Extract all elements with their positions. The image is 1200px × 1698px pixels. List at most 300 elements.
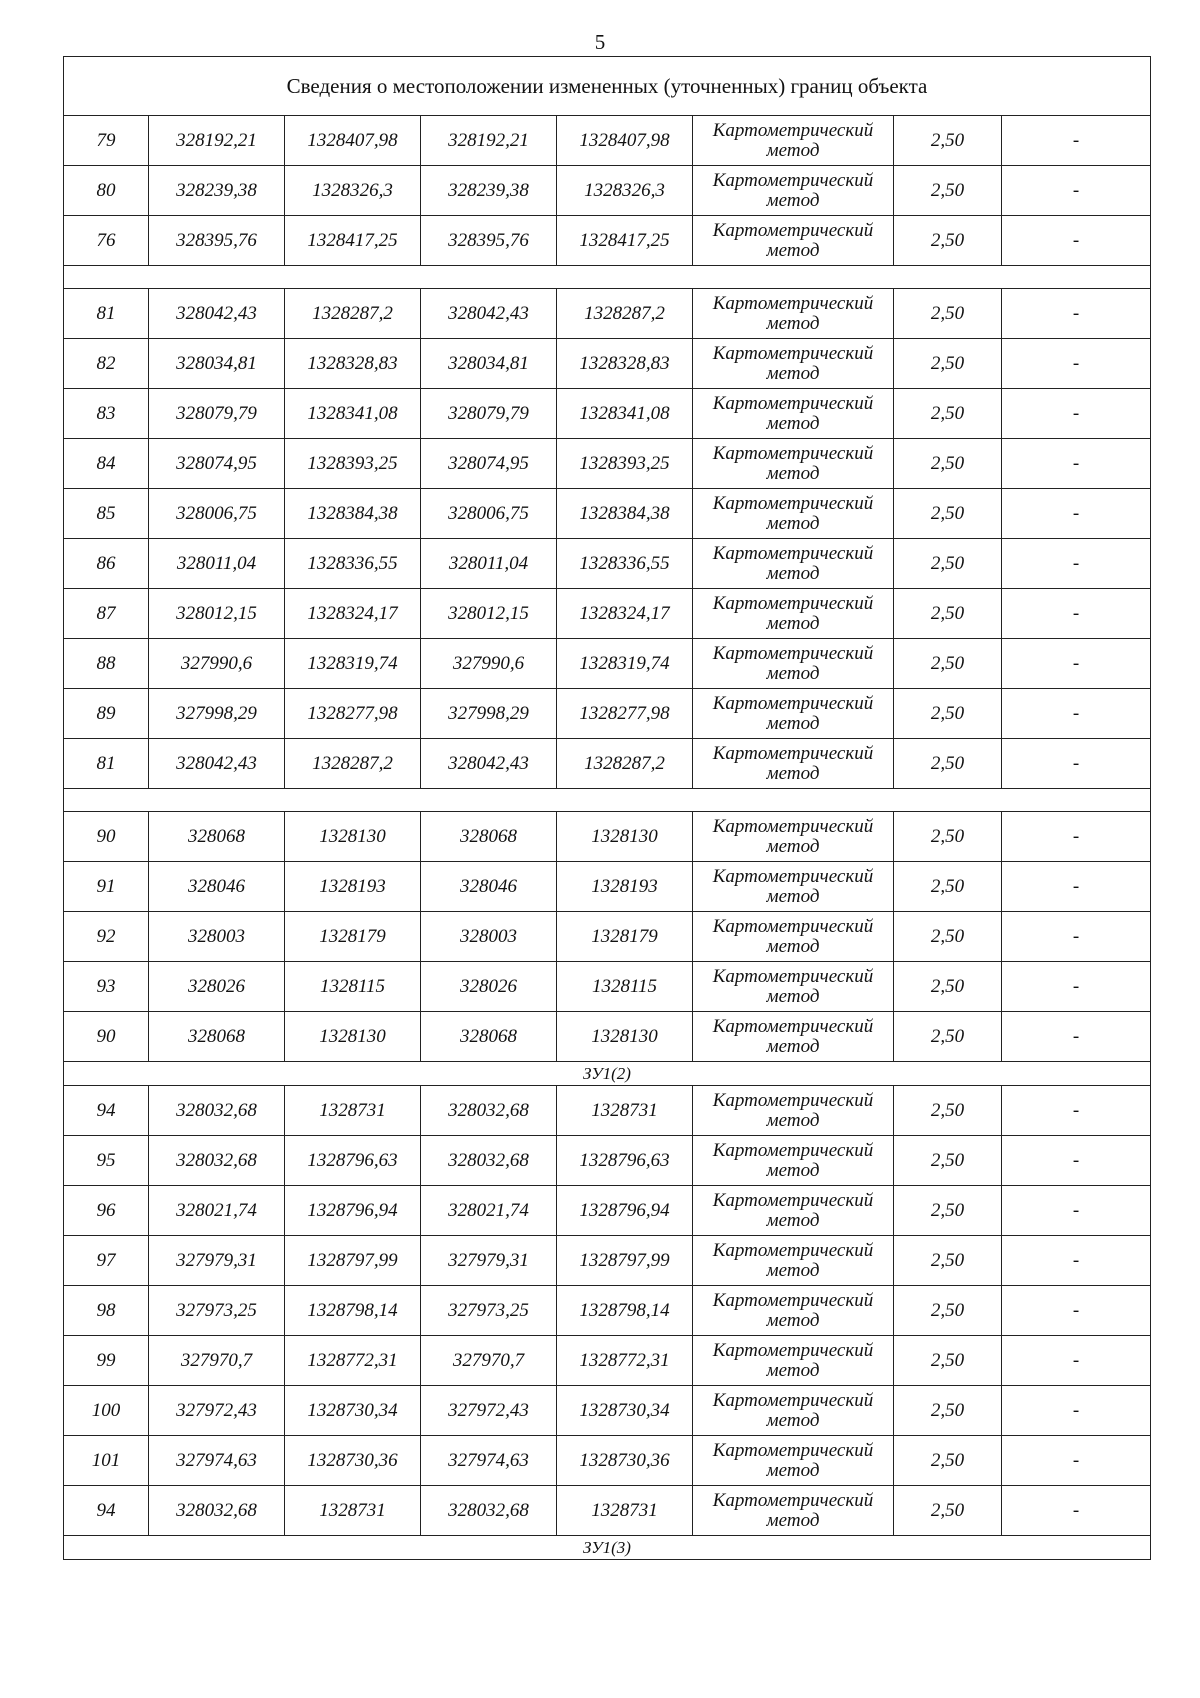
description-cell: - bbox=[1002, 1012, 1151, 1062]
refined-y-cell: 1328326,3 bbox=[557, 166, 693, 216]
method-line-2: метод bbox=[766, 139, 820, 161]
description-cell: - bbox=[1002, 1386, 1151, 1436]
method-line-2: метод bbox=[766, 1459, 820, 1481]
existing-y-cell: 1328319,74 bbox=[285, 639, 421, 689]
refined-y-cell: 1328798,14 bbox=[557, 1286, 693, 1336]
existing-x-cell: 328074,95 bbox=[149, 439, 285, 489]
refined-y-cell: 1328193 bbox=[557, 862, 693, 912]
description-cell: - bbox=[1002, 166, 1151, 216]
existing-y-cell: 1328393,25 bbox=[285, 439, 421, 489]
accuracy-cell: 2,50 bbox=[894, 639, 1002, 689]
section-gap bbox=[64, 789, 1151, 812]
method-cell bbox=[693, 1286, 894, 1336]
existing-y-cell: 1328130 bbox=[285, 812, 421, 862]
accuracy-cell: 2,50 bbox=[894, 912, 1002, 962]
table-row bbox=[64, 589, 1151, 639]
refined-y-cell: 1328797,99 bbox=[557, 1236, 693, 1286]
description-cell: - bbox=[1002, 216, 1151, 266]
refined-y-cell: 1328730,36 bbox=[557, 1436, 693, 1486]
accuracy-cell: 2,50 bbox=[894, 116, 1002, 166]
refined-x-cell: 328239,38 bbox=[421, 166, 557, 216]
refined-x-cell: 327972,43 bbox=[421, 1386, 557, 1436]
refined-x-cell: 327979,31 bbox=[421, 1236, 557, 1286]
table-row bbox=[64, 912, 1151, 962]
existing-x-cell: 328034,81 bbox=[149, 339, 285, 389]
method-line-2: метод bbox=[766, 1359, 820, 1381]
method-line-2: метод bbox=[766, 1035, 820, 1057]
method-cell bbox=[693, 439, 894, 489]
method-cell bbox=[693, 862, 894, 912]
refined-x-cell: 328068 bbox=[421, 1012, 557, 1062]
method-line-2: метод bbox=[766, 189, 820, 211]
method-line-2: метод bbox=[766, 985, 820, 1007]
method-cell bbox=[693, 166, 894, 216]
method-line-1: Картометрический bbox=[712, 642, 874, 664]
existing-y-cell: 1328407,98 bbox=[285, 116, 421, 166]
refined-y-cell: 1328130 bbox=[557, 812, 693, 862]
description-cell: - bbox=[1002, 812, 1151, 862]
table-row bbox=[64, 539, 1151, 589]
table-row bbox=[64, 962, 1151, 1012]
point-number-cell: 84 bbox=[64, 439, 149, 489]
existing-y-cell: 1328384,38 bbox=[285, 489, 421, 539]
description-cell: - bbox=[1002, 339, 1151, 389]
refined-x-cell: 327970,7 bbox=[421, 1336, 557, 1386]
refined-x-cell: 328192,21 bbox=[421, 116, 557, 166]
section-gap-row bbox=[64, 789, 1151, 812]
accuracy-cell: 2,50 bbox=[894, 812, 1002, 862]
description-cell: - bbox=[1002, 1186, 1151, 1236]
refined-y-cell: 1328731 bbox=[557, 1486, 693, 1536]
refined-x-cell: 327974,63 bbox=[421, 1436, 557, 1486]
table-title-row bbox=[64, 57, 1151, 116]
accuracy-cell: 2,50 bbox=[894, 289, 1002, 339]
method-line-2: метод bbox=[766, 1159, 820, 1181]
method-line-2: метод bbox=[766, 312, 820, 334]
method-cell bbox=[693, 489, 894, 539]
existing-y-cell: 1328772,31 bbox=[285, 1336, 421, 1386]
existing-x-cell: 328079,79 bbox=[149, 389, 285, 439]
existing-y-cell: 1328341,08 bbox=[285, 389, 421, 439]
refined-x-cell: 328074,95 bbox=[421, 439, 557, 489]
existing-x-cell: 328068 bbox=[149, 812, 285, 862]
refined-y-cell: 1328796,94 bbox=[557, 1186, 693, 1236]
existing-y-cell: 1328324,17 bbox=[285, 589, 421, 639]
existing-y-cell: 1328287,2 bbox=[285, 739, 421, 789]
table-row bbox=[64, 1486, 1151, 1536]
method-cell bbox=[693, 339, 894, 389]
existing-y-cell: 1328130 bbox=[285, 1012, 421, 1062]
point-number-cell: 93 bbox=[64, 962, 149, 1012]
existing-x-cell: 327970,7 bbox=[149, 1336, 285, 1386]
description-cell: - bbox=[1002, 439, 1151, 489]
method-cell bbox=[693, 1086, 894, 1136]
refined-x-cell: 328034,81 bbox=[421, 339, 557, 389]
point-number-cell: 80 bbox=[64, 166, 149, 216]
table-row bbox=[64, 389, 1151, 439]
method-cell bbox=[693, 1336, 894, 1386]
existing-y-cell: 1328179 bbox=[285, 912, 421, 962]
refined-x-cell: 328395,76 bbox=[421, 216, 557, 266]
refined-x-cell: 327973,25 bbox=[421, 1286, 557, 1336]
method-line-1: Картометрический bbox=[712, 865, 874, 887]
accuracy-cell: 2,50 bbox=[894, 962, 1002, 1012]
refined-y-cell: 1328319,74 bbox=[557, 639, 693, 689]
refined-x-cell: 328011,04 bbox=[421, 539, 557, 589]
refined-y-cell: 1328341,08 bbox=[557, 389, 693, 439]
method-line-2: метод bbox=[766, 835, 820, 857]
point-number-cell: 91 bbox=[64, 862, 149, 912]
refined-y-cell: 1328417,25 bbox=[557, 216, 693, 266]
table-row bbox=[64, 739, 1151, 789]
accuracy-cell: 2,50 bbox=[894, 439, 1002, 489]
accuracy-cell: 2,50 bbox=[894, 862, 1002, 912]
method-line-1: Картометрический bbox=[712, 542, 874, 564]
description-cell: - bbox=[1002, 539, 1151, 589]
existing-y-cell: 1328287,2 bbox=[285, 289, 421, 339]
point-number-cell: 89 bbox=[64, 689, 149, 739]
existing-x-cell: 328032,68 bbox=[149, 1086, 285, 1136]
section-gap-row bbox=[64, 266, 1151, 289]
point-number-cell: 94 bbox=[64, 1486, 149, 1536]
method-line-1: Картометрический bbox=[712, 742, 874, 764]
method-line-2: метод bbox=[766, 762, 820, 784]
existing-x-cell: 328042,43 bbox=[149, 289, 285, 339]
section-label: ЗУ1(3) bbox=[64, 1536, 1151, 1560]
refined-y-cell: 1328130 bbox=[557, 1012, 693, 1062]
accuracy-cell: 2,50 bbox=[894, 1336, 1002, 1386]
refined-x-cell: 328032,68 bbox=[421, 1086, 557, 1136]
method-line-1: Картометрический bbox=[712, 169, 874, 191]
refined-x-cell: 328012,15 bbox=[421, 589, 557, 639]
table-row bbox=[64, 689, 1151, 739]
method-line-2: метод bbox=[766, 935, 820, 957]
method-cell bbox=[693, 1386, 894, 1436]
existing-x-cell: 327998,29 bbox=[149, 689, 285, 739]
refined-y-cell: 1328772,31 bbox=[557, 1336, 693, 1386]
method-line-1: Картометрический bbox=[712, 965, 874, 987]
table-row bbox=[64, 216, 1151, 266]
existing-x-cell: 328021,74 bbox=[149, 1186, 285, 1236]
table-row bbox=[64, 1136, 1151, 1186]
method-line-1: Картометрический bbox=[712, 492, 874, 514]
method-line-1: Картометрический bbox=[712, 442, 874, 464]
point-number-cell: 86 bbox=[64, 539, 149, 589]
point-number-cell: 100 bbox=[64, 1386, 149, 1436]
existing-y-cell: 1328796,63 bbox=[285, 1136, 421, 1186]
point-number-cell: 99 bbox=[64, 1336, 149, 1386]
existing-x-cell: 328003 bbox=[149, 912, 285, 962]
method-line-2: метод bbox=[766, 412, 820, 434]
point-number-cell: 98 bbox=[64, 1286, 149, 1336]
method-line-1: Картометрический bbox=[712, 292, 874, 314]
existing-x-cell: 328012,15 bbox=[149, 589, 285, 639]
refined-x-cell: 328079,79 bbox=[421, 389, 557, 439]
existing-y-cell: 1328336,55 bbox=[285, 539, 421, 589]
point-number-cell: 94 bbox=[64, 1086, 149, 1136]
accuracy-cell: 2,50 bbox=[894, 689, 1002, 739]
table-row bbox=[64, 1186, 1151, 1236]
refined-y-cell: 1328287,2 bbox=[557, 289, 693, 339]
point-number-cell: 87 bbox=[64, 589, 149, 639]
refined-x-cell: 328046 bbox=[421, 862, 557, 912]
accuracy-cell: 2,50 bbox=[894, 389, 1002, 439]
method-line-1: Картометрический bbox=[712, 1389, 874, 1411]
description-cell: - bbox=[1002, 1436, 1151, 1486]
table-row bbox=[64, 116, 1151, 166]
existing-x-cell: 327972,43 bbox=[149, 1386, 285, 1436]
table-row bbox=[64, 289, 1151, 339]
refined-x-cell: 328021,74 bbox=[421, 1186, 557, 1236]
section-label-row bbox=[64, 1062, 1151, 1086]
existing-y-cell: 1328796,94 bbox=[285, 1186, 421, 1236]
existing-x-cell: 328006,75 bbox=[149, 489, 285, 539]
existing-x-cell: 328046 bbox=[149, 862, 285, 912]
refined-y-cell: 1328731 bbox=[557, 1086, 693, 1136]
accuracy-cell: 2,50 bbox=[894, 539, 1002, 589]
boundary-coordinates-table bbox=[63, 56, 1151, 1560]
table-row bbox=[64, 439, 1151, 489]
method-line-2: метод bbox=[766, 662, 820, 684]
method-line-2: метод bbox=[766, 239, 820, 261]
table-row bbox=[64, 339, 1151, 389]
existing-y-cell: 1328277,98 bbox=[285, 689, 421, 739]
existing-x-cell: 328395,76 bbox=[149, 216, 285, 266]
accuracy-cell: 2,50 bbox=[894, 1136, 1002, 1186]
accuracy-cell: 2,50 bbox=[894, 489, 1002, 539]
method-line-2: метод bbox=[766, 712, 820, 734]
accuracy-cell: 2,50 bbox=[894, 1286, 1002, 1336]
method-cell bbox=[693, 689, 894, 739]
accuracy-cell: 2,50 bbox=[894, 216, 1002, 266]
method-line-1: Картометрический bbox=[712, 119, 874, 141]
refined-y-cell: 1328407,98 bbox=[557, 116, 693, 166]
method-cell bbox=[693, 1436, 894, 1486]
description-cell: - bbox=[1002, 1486, 1151, 1536]
description-cell: - bbox=[1002, 1136, 1151, 1186]
method-line-2: метод bbox=[766, 562, 820, 584]
description-cell: - bbox=[1002, 962, 1151, 1012]
method-line-1: Картометрический bbox=[712, 219, 874, 241]
description-cell: - bbox=[1002, 912, 1151, 962]
existing-y-cell: 1328326,3 bbox=[285, 166, 421, 216]
refined-x-cell: 328068 bbox=[421, 812, 557, 862]
existing-x-cell: 328042,43 bbox=[149, 739, 285, 789]
method-cell bbox=[693, 1236, 894, 1286]
method-line-1: Картометрический bbox=[712, 392, 874, 414]
existing-y-cell: 1328797,99 bbox=[285, 1236, 421, 1286]
refined-y-cell: 1328336,55 bbox=[557, 539, 693, 589]
accuracy-cell: 2,50 bbox=[894, 1436, 1002, 1486]
accuracy-cell: 2,50 bbox=[894, 1486, 1002, 1536]
method-cell bbox=[693, 912, 894, 962]
method-line-1: Картометрический bbox=[712, 1189, 874, 1211]
method-line-1: Картометрический bbox=[712, 815, 874, 837]
point-number-cell: 90 bbox=[64, 812, 149, 862]
method-cell bbox=[693, 289, 894, 339]
description-cell: - bbox=[1002, 589, 1151, 639]
existing-x-cell: 327979,31 bbox=[149, 1236, 285, 1286]
table-row bbox=[64, 1012, 1151, 1062]
point-number-cell: 101 bbox=[64, 1436, 149, 1486]
method-line-1: Картометрический bbox=[712, 1239, 874, 1261]
section-gap bbox=[64, 266, 1151, 289]
point-number-cell: 90 bbox=[64, 1012, 149, 1062]
existing-y-cell: 1328731 bbox=[285, 1086, 421, 1136]
table-row bbox=[64, 1086, 1151, 1136]
point-number-cell: 83 bbox=[64, 389, 149, 439]
refined-y-cell: 1328324,17 bbox=[557, 589, 693, 639]
accuracy-cell: 2,50 bbox=[894, 1186, 1002, 1236]
point-number-cell: 95 bbox=[64, 1136, 149, 1186]
existing-x-cell: 327974,63 bbox=[149, 1436, 285, 1486]
refined-y-cell: 1328328,83 bbox=[557, 339, 693, 389]
method-line-2: метод bbox=[766, 1409, 820, 1431]
method-line-1: Картометрический bbox=[712, 592, 874, 614]
refined-x-cell: 328032,68 bbox=[421, 1136, 557, 1186]
page-number: 5 bbox=[594, 30, 606, 54]
method-cell bbox=[693, 589, 894, 639]
method-line-2: метод bbox=[766, 462, 820, 484]
method-cell bbox=[693, 216, 894, 266]
accuracy-cell: 2,50 bbox=[894, 1012, 1002, 1062]
existing-x-cell: 328068 bbox=[149, 1012, 285, 1062]
refined-y-cell: 1328393,25 bbox=[557, 439, 693, 489]
table-title: Сведения о местоположении измененных (уточненных) границ объекта bbox=[64, 57, 1151, 116]
table-row bbox=[64, 1286, 1151, 1336]
refined-x-cell: 328003 bbox=[421, 912, 557, 962]
accuracy-cell: 2,50 bbox=[894, 589, 1002, 639]
method-line-1: Картометрический bbox=[712, 1015, 874, 1037]
description-cell: - bbox=[1002, 1336, 1151, 1386]
table-row bbox=[64, 812, 1151, 862]
table-row bbox=[64, 1236, 1151, 1286]
refined-x-cell: 328042,43 bbox=[421, 739, 557, 789]
description-cell: - bbox=[1002, 1236, 1151, 1286]
method-cell bbox=[693, 1186, 894, 1236]
point-number-cell: 81 bbox=[64, 739, 149, 789]
point-number-cell: 97 bbox=[64, 1236, 149, 1286]
refined-y-cell: 1328730,34 bbox=[557, 1386, 693, 1436]
method-cell bbox=[693, 739, 894, 789]
method-line-2: метод bbox=[766, 885, 820, 907]
refined-y-cell: 1328796,63 bbox=[557, 1136, 693, 1186]
existing-x-cell: 328011,04 bbox=[149, 539, 285, 589]
accuracy-cell: 2,50 bbox=[894, 1086, 1002, 1136]
point-number-cell: 81 bbox=[64, 289, 149, 339]
description-cell: - bbox=[1002, 739, 1151, 789]
existing-x-cell: 328192,21 bbox=[149, 116, 285, 166]
point-number-cell: 92 bbox=[64, 912, 149, 962]
existing-x-cell: 328239,38 bbox=[149, 166, 285, 216]
refined-x-cell: 328026 bbox=[421, 962, 557, 1012]
description-cell: - bbox=[1002, 116, 1151, 166]
point-number-cell: 96 bbox=[64, 1186, 149, 1236]
accuracy-cell: 2,50 bbox=[894, 1236, 1002, 1286]
refined-x-cell: 327990,6 bbox=[421, 639, 557, 689]
existing-y-cell: 1328730,34 bbox=[285, 1386, 421, 1436]
table-row bbox=[64, 1336, 1151, 1386]
method-line-2: метод bbox=[766, 1209, 820, 1231]
point-number-cell: 85 bbox=[64, 489, 149, 539]
method-line-2: метод bbox=[766, 1109, 820, 1131]
method-cell bbox=[693, 1486, 894, 1536]
refined-y-cell: 1328277,98 bbox=[557, 689, 693, 739]
point-number-cell: 79 bbox=[64, 116, 149, 166]
refined-y-cell: 1328115 bbox=[557, 962, 693, 1012]
refined-x-cell: 327998,29 bbox=[421, 689, 557, 739]
point-number-cell: 88 bbox=[64, 639, 149, 689]
refined-x-cell: 328042,43 bbox=[421, 289, 557, 339]
existing-x-cell: 328026 bbox=[149, 962, 285, 1012]
section-label-row bbox=[64, 1536, 1151, 1560]
method-line-2: метод bbox=[766, 1509, 820, 1531]
refined-y-cell: 1328179 bbox=[557, 912, 693, 962]
existing-x-cell: 328032,68 bbox=[149, 1136, 285, 1186]
description-cell: - bbox=[1002, 289, 1151, 339]
table-row bbox=[64, 489, 1151, 539]
method-line-1: Картометрический bbox=[712, 915, 874, 937]
accuracy-cell: 2,50 bbox=[894, 166, 1002, 216]
method-cell bbox=[693, 116, 894, 166]
existing-x-cell: 327990,6 bbox=[149, 639, 285, 689]
refined-y-cell: 1328287,2 bbox=[557, 739, 693, 789]
refined-x-cell: 328006,75 bbox=[421, 489, 557, 539]
method-line-1: Картометрический bbox=[712, 1339, 874, 1361]
point-number-cell: 76 bbox=[64, 216, 149, 266]
description-cell: - bbox=[1002, 489, 1151, 539]
section-label: ЗУ1(2) bbox=[64, 1062, 1151, 1086]
table-row bbox=[64, 1436, 1151, 1486]
method-line-1: Картометрический bbox=[712, 692, 874, 714]
method-line-2: метод bbox=[766, 1259, 820, 1281]
table-row bbox=[64, 166, 1151, 216]
method-line-1: Картометрический bbox=[712, 1439, 874, 1461]
description-cell: - bbox=[1002, 389, 1151, 439]
method-cell bbox=[693, 962, 894, 1012]
description-cell: - bbox=[1002, 689, 1151, 739]
existing-y-cell: 1328798,14 bbox=[285, 1286, 421, 1336]
accuracy-cell: 2,50 bbox=[894, 739, 1002, 789]
description-cell: - bbox=[1002, 1086, 1151, 1136]
accuracy-cell: 2,50 bbox=[894, 339, 1002, 389]
existing-y-cell: 1328731 bbox=[285, 1486, 421, 1536]
table-row bbox=[64, 1386, 1151, 1436]
refined-x-cell: 328032,68 bbox=[421, 1486, 557, 1536]
existing-y-cell: 1328417,25 bbox=[285, 216, 421, 266]
description-cell: - bbox=[1002, 1286, 1151, 1336]
existing-y-cell: 1328115 bbox=[285, 962, 421, 1012]
method-line-1: Картометрический bbox=[712, 1489, 874, 1511]
method-line-2: метод bbox=[766, 1309, 820, 1331]
point-number-cell: 82 bbox=[64, 339, 149, 389]
existing-y-cell: 1328193 bbox=[285, 862, 421, 912]
method-cell bbox=[693, 389, 894, 439]
method-line-2: метод bbox=[766, 512, 820, 534]
description-cell: - bbox=[1002, 862, 1151, 912]
refined-y-cell: 1328384,38 bbox=[557, 489, 693, 539]
table-body bbox=[64, 57, 1151, 1560]
existing-x-cell: 328032,68 bbox=[149, 1486, 285, 1536]
method-line-1: Картометрический bbox=[712, 342, 874, 364]
method-cell bbox=[693, 1136, 894, 1186]
method-cell bbox=[693, 539, 894, 589]
method-line-2: метод bbox=[766, 362, 820, 384]
existing-x-cell: 327973,25 bbox=[149, 1286, 285, 1336]
method-cell bbox=[693, 1012, 894, 1062]
table-row bbox=[64, 639, 1151, 689]
method-line-1: Картометрический bbox=[712, 1089, 874, 1111]
